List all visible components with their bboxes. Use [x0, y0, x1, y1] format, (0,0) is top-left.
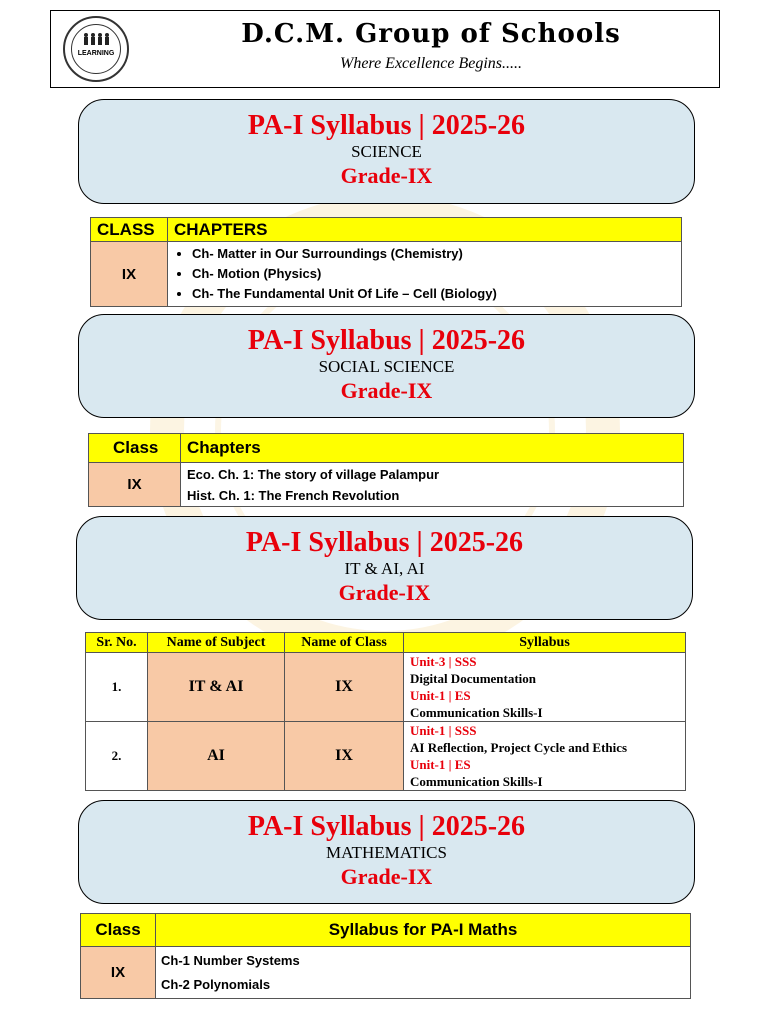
maths-table — [80, 913, 691, 999]
list-item: Ch-1 Number Systems — [161, 952, 300, 968]
it-col-subject: Name of Subject — [148, 633, 285, 653]
it-title: PA-I Syllabus | 2025-26 — [245, 527, 524, 558]
science-class-cell: IX — [91, 242, 168, 307]
social-col-chapters: Chapters — [181, 434, 684, 463]
unit-topic: Digital Documentation — [410, 671, 537, 686]
list-item: • Ch- The Fundamental Unit Of Life – Cell (Biology) — [192, 284, 681, 304]
it-subject: IT & AI, AI — [344, 559, 425, 578]
school-name: D.C.M. Group of Schools — [241, 19, 621, 49]
maths-class-cell: IX — [81, 947, 156, 999]
it-col-srno: Sr. No. — [86, 633, 148, 653]
table-row — [86, 722, 686, 791]
maths-subject: MATHEMATICS — [326, 843, 447, 862]
it-col-syllabus: Syllabus — [404, 633, 686, 653]
maths-col-class: Class — [81, 914, 156, 947]
class-cell: IX — [285, 653, 404, 722]
social-grade: Grade-IX — [340, 378, 433, 403]
social-banner — [78, 314, 695, 418]
social-table — [88, 433, 684, 507]
class-cell: IX — [285, 722, 404, 791]
unit-topic: Communication Skills-I — [410, 705, 543, 720]
list-item: Hist. Ch. 1: The French Revolution — [187, 487, 400, 503]
school-header — [50, 10, 720, 88]
subject-cell: AI — [148, 722, 285, 791]
logo-text: LEARNING — [77, 50, 115, 57]
unit-label: Unit-1 | ES — [410, 757, 471, 772]
social-col-class: Class — [89, 434, 181, 463]
unit-label: Unit-3 | SSS — [410, 654, 477, 669]
subject-cell: IT & AI — [148, 653, 285, 722]
school-tagline: Where Excellence Begins..... — [340, 55, 522, 72]
sr-cell: 1. — [86, 653, 148, 722]
list-item: • Ch- Motion (Physics) — [192, 264, 681, 284]
children-icon — [82, 32, 110, 46]
it-col-class: Name of Class — [285, 633, 404, 653]
social-class-cell: IX — [89, 463, 181, 507]
science-col-class: CLASS — [91, 218, 168, 242]
science-chapter-list — [168, 242, 681, 306]
maths-banner — [78, 800, 695, 904]
social-subject: SOCIAL SCIENCE — [318, 357, 455, 376]
list-item: Ch-2 Polynomials — [161, 976, 271, 992]
it-banner — [76, 516, 693, 620]
science-title: PA-I Syllabus | 2025-26 — [247, 110, 526, 141]
science-grade: Grade-IX — [340, 163, 433, 188]
unit-label: Unit-1 | SSS — [410, 723, 477, 738]
unit-label: Unit-1 | ES — [410, 688, 471, 703]
science-col-chapters: CHAPTERS — [168, 218, 682, 242]
list-item: Eco. Ch. 1: The story of village Palampur — [187, 466, 440, 482]
science-banner — [78, 99, 695, 204]
table-row — [86, 653, 686, 722]
it-table — [85, 632, 686, 791]
maths-col-syllabus: Syllabus for PA-I Maths — [156, 914, 691, 947]
science-table — [90, 217, 682, 307]
maths-grade: Grade-IX — [340, 864, 433, 889]
school-logo — [63, 16, 129, 82]
maths-title: PA-I Syllabus | 2025-26 — [247, 811, 526, 842]
science-subject: SCIENCE — [351, 142, 422, 161]
unit-topic: Communication Skills-I — [410, 774, 543, 789]
sr-cell: 2. — [86, 722, 148, 791]
unit-topic: AI Reflection, Project Cycle and Ethics — [410, 740, 628, 755]
it-grade: Grade-IX — [338, 580, 431, 605]
list-item: • Ch- Matter in Our Surroundings (Chemistry) — [192, 244, 681, 264]
social-title: PA-I Syllabus | 2025-26 — [247, 325, 526, 356]
